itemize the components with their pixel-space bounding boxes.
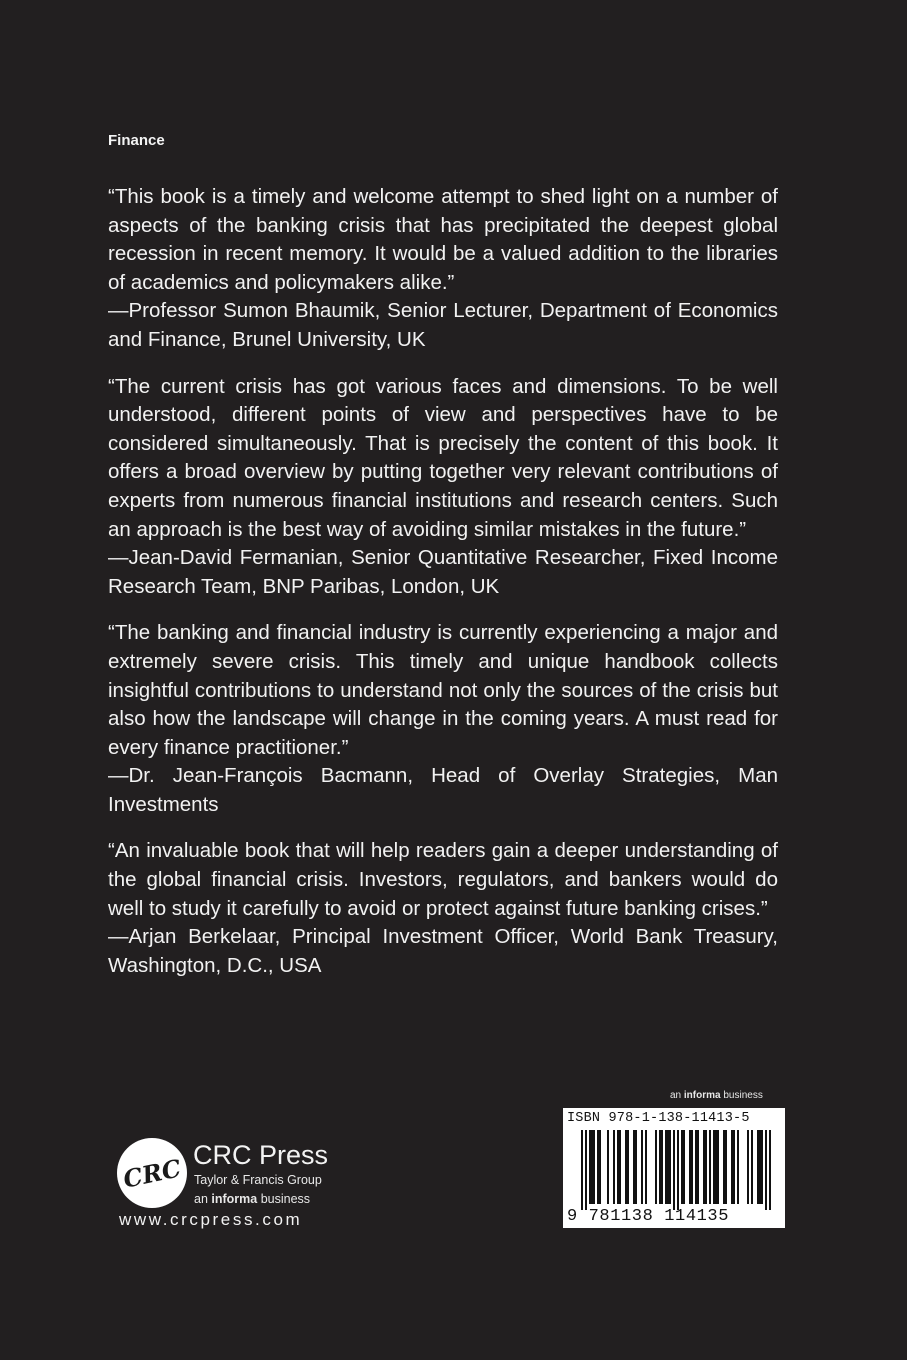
- barcode-tagline: [670, 1090, 763, 1101]
- barcode-bar: [581, 1130, 583, 1210]
- category-label: Finance: [108, 132, 165, 149]
- endorsement-list: [108, 183, 778, 998]
- barcode-bar: [723, 1130, 725, 1204]
- barcode-bar: [709, 1130, 711, 1204]
- barcode-bar: [673, 1130, 675, 1210]
- barcode-bar: [695, 1130, 697, 1204]
- barcode-bar: [759, 1130, 761, 1204]
- barcode-bar: [597, 1130, 599, 1204]
- barcode-bar: [765, 1130, 767, 1210]
- barcode-bar: [715, 1130, 717, 1204]
- barcode-bar: [599, 1130, 601, 1204]
- barcode-bar: [717, 1130, 719, 1204]
- publisher-group: Taylor & Francis Group: [194, 1173, 322, 1187]
- barcode-bar: [625, 1130, 627, 1204]
- barcode-bar: [761, 1130, 763, 1204]
- barcode-bar: [689, 1130, 691, 1204]
- barcode-bar: [641, 1130, 643, 1204]
- endorsement-4: [108, 837, 778, 980]
- barcode-bar: [667, 1130, 669, 1204]
- endorsement-attribution: —Professor Sumon Bhaumik, Senior Lecturer, Department of Economics and Finance, Brunel University, UK: [108, 299, 778, 351]
- barcode-bar: [681, 1130, 683, 1204]
- barcode-bar: [677, 1130, 679, 1210]
- publisher-informa-suffix: business: [260, 1192, 311, 1206]
- endorsement-attribution: —Jean-David Fermanian, Senior Quantitative Researcher, Fixed Income Research Team, BNP Paribas, London, UK: [108, 546, 778, 598]
- barcode-bar: [725, 1130, 727, 1204]
- barcode-bar: [737, 1130, 739, 1204]
- crc-logo-text: CRC: [120, 1153, 184, 1194]
- publisher-name: CRC Press: [193, 1140, 329, 1170]
- barcode-tagline-prefix: an: [670, 1090, 682, 1101]
- barcode-bar: [633, 1130, 635, 1204]
- barcode-bar: [627, 1130, 629, 1204]
- barcode-bar: [607, 1130, 609, 1204]
- barcode-bar: [635, 1130, 637, 1204]
- barcode-bar: [613, 1130, 615, 1204]
- barcode-bar: [751, 1130, 753, 1204]
- barcode-bar: [733, 1130, 735, 1204]
- barcode-tagline-suffix: business: [723, 1090, 763, 1101]
- barcode-bar: [645, 1130, 647, 1204]
- barcode-bar: [697, 1130, 699, 1204]
- barcode-bar: [619, 1130, 621, 1204]
- crc-logo: [116, 1137, 188, 1209]
- barcode-bar: [705, 1130, 707, 1204]
- barcode-bar: [585, 1130, 587, 1210]
- barcode-bar: [769, 1130, 771, 1210]
- barcode-bar: [683, 1130, 685, 1204]
- endorsement-text: “This book is a timely and welcome attempt to shed light on a number of aspects of the banking crisis that has precipitated the deepest global recession in recent memory. It would be a valued addition to the libraries of academics and policymakers alike.”: [108, 185, 778, 294]
- barcode-bar: [591, 1130, 593, 1204]
- publisher-informa-brand: informa: [211, 1192, 258, 1206]
- barcode-bar: [617, 1130, 619, 1204]
- barcode-bar: [713, 1130, 715, 1204]
- isbn-label: ISBN 978-1-138-11413-5: [567, 1111, 750, 1126]
- barcode-bar: [669, 1130, 671, 1204]
- barcode-bar: [593, 1130, 595, 1204]
- ean-digits: 9 781138 114135: [567, 1207, 730, 1226]
- isbn-barcode: [563, 1108, 785, 1228]
- barcode-bar: [659, 1130, 661, 1204]
- endorsement-3: [108, 619, 778, 819]
- endorsement-text: “The banking and financial industry is currently experiencing a major and extremely severe crisis. This timely and unique handbook collects insightful contributions to understand not only the sources of the crisis but also how the landscape will change in the coming years. A must read for every finance practitioner.”: [108, 621, 778, 759]
- barcode-bar: [703, 1130, 705, 1204]
- barcode-bar: [589, 1130, 591, 1204]
- barcode-tagline-brand: informa: [683, 1090, 721, 1101]
- barcode-bar: [661, 1130, 663, 1204]
- endorsement-text: “An invaluable book that will help readers gain a deeper understanding of the global financial crisis. Investors, regulators, and bankers would do well to study it carefully to avoid or protect against future banking crises.”: [108, 839, 778, 920]
- barcode-bar: [665, 1130, 667, 1204]
- endorsement-1: [108, 183, 778, 355]
- endorsement-attribution: —Dr. Jean-François Bacmann, Head of Overlay Strategies, Man Investments: [108, 764, 778, 816]
- endorsement-2: [108, 373, 778, 602]
- publisher-url[interactable]: www.crcpress.com: [119, 1210, 303, 1229]
- barcode-bar: [731, 1130, 733, 1204]
- endorsement-text: “The current crisis has got various faces and dimensions. To be well understood, different points of view and perspectives have to be considered simultaneously. That is precisely the content of this book. It offers a broad overview by putting together very relevant contributions of experts from numerous financial institutions and research centers. Such an approach is the best way of avoiding similar mistakes in the future.”: [108, 374, 778, 541]
- endorsement-attribution: —Arjan Berkelaar, Principal Investment Officer, World Bank Treasury, Washington, D.C., USA: [108, 925, 778, 977]
- barcode-bar: [747, 1130, 749, 1204]
- publisher-informa-prefix: an: [194, 1192, 208, 1206]
- barcode-bar: [655, 1130, 657, 1204]
- publisher-informa: [194, 1192, 310, 1206]
- barcode-bar: [757, 1130, 759, 1204]
- barcode-bar: [691, 1130, 693, 1204]
